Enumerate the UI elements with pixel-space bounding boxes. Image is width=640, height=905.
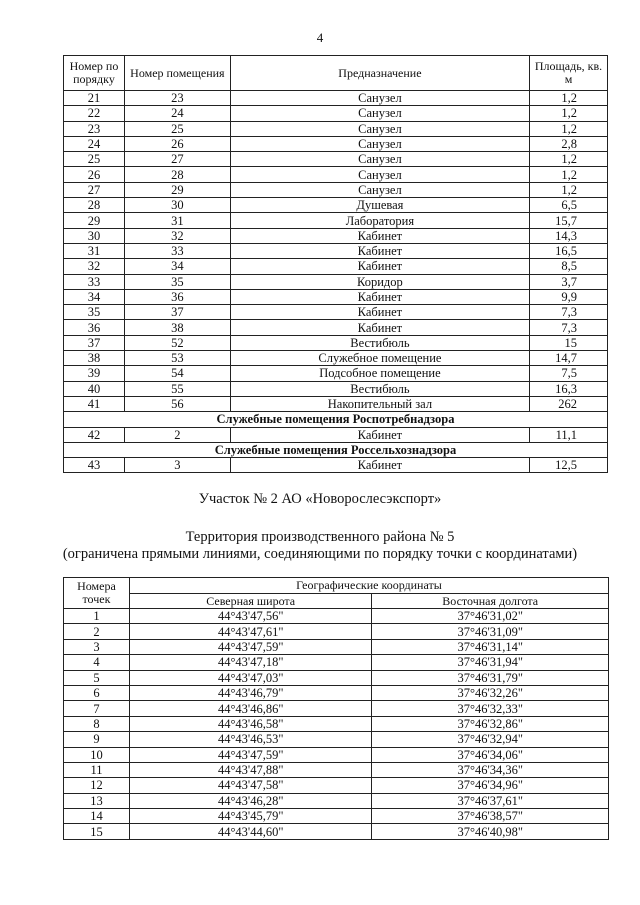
cell-purpose: Подсобное помещение — [230, 366, 529, 381]
table-row — [64, 747, 609, 762]
cell-area: 12,5 — [530, 458, 608, 473]
cell-longitude: 37°46'32,26" — [372, 685, 609, 700]
cell-longitude: 37°46'40,98" — [372, 824, 609, 839]
cell-order-number: 21 — [64, 91, 125, 106]
cell-room-number: 27 — [124, 152, 230, 167]
section-heading: Участок № 2 АО «Новорослесэкспорт» — [198, 491, 442, 507]
cell-longitude: 37°46'31,79" — [372, 670, 609, 685]
cell-purpose: Кабинет — [230, 320, 529, 335]
cell-room-number: 28 — [124, 167, 230, 182]
cell-room-number: 29 — [124, 182, 230, 197]
cell-point-number: 13 — [64, 793, 130, 808]
table-row — [64, 136, 608, 151]
cell-room-number: 30 — [124, 198, 230, 213]
cell-purpose: Санузел — [230, 121, 529, 136]
cell-latitude: 44°43'47,88" — [129, 762, 372, 777]
header-purpose: Предназначение — [230, 56, 529, 91]
cell-point-number: 11 — [64, 762, 130, 777]
table-row — [64, 121, 608, 136]
rooms-table-body-rosselkhoznadzor — [64, 458, 608, 473]
cell-purpose: Коридор — [230, 274, 529, 289]
cell-point-number: 3 — [64, 639, 130, 654]
cell-order-number: 38 — [64, 351, 125, 366]
coordinates-table — [63, 577, 609, 840]
table-row — [64, 778, 609, 793]
cell-point-number: 7 — [64, 701, 130, 716]
cell-area: 1,2 — [530, 91, 608, 106]
table-row — [64, 366, 608, 381]
cell-latitude: 44°43'47,61" — [129, 624, 372, 639]
cell-order-number: 31 — [64, 243, 125, 258]
cell-area: 1,2 — [530, 121, 608, 136]
rooms-table-header — [64, 56, 608, 91]
table-row — [64, 274, 608, 289]
cell-longitude: 37°46'38,57" — [372, 809, 609, 824]
table-row — [64, 213, 608, 228]
table-row — [64, 732, 609, 747]
table-row — [64, 427, 608, 442]
cell-area: 8,5 — [530, 259, 608, 274]
table-row — [64, 396, 608, 411]
cell-purpose: Кабинет — [230, 458, 529, 473]
cell-room-number: 24 — [124, 106, 230, 121]
cell-area: 7,3 — [530, 305, 608, 320]
coordinates-table-header — [64, 578, 609, 594]
header-point-numbers: Номера точек — [64, 578, 130, 609]
cell-latitude: 44°43'46,53" — [129, 732, 372, 747]
table-row — [64, 793, 609, 808]
cell-point-number: 15 — [64, 824, 130, 839]
table-row — [64, 809, 609, 824]
cell-latitude: 44°43'46,79" — [129, 685, 372, 700]
territory-heading — [0, 529, 640, 563]
cell-order-number: 42 — [64, 427, 125, 442]
section-title-rospotrebnadzor: Служебные помещения Роспотребнадзора — [64, 412, 608, 427]
cell-area: 2,8 — [530, 136, 608, 151]
table-row — [64, 701, 609, 716]
table-row — [64, 182, 608, 197]
cell-point-number: 4 — [64, 655, 130, 670]
cell-order-number: 28 — [64, 198, 125, 213]
table-row — [64, 106, 608, 121]
cell-area: 16,3 — [530, 381, 608, 396]
cell-purpose: Кабинет — [230, 228, 529, 243]
cell-order-number: 24 — [64, 136, 125, 151]
cell-point-number: 12 — [64, 778, 130, 793]
cell-area: 15 — [530, 335, 608, 350]
cell-area: 262 — [530, 396, 608, 411]
cell-room-number: 38 — [124, 320, 230, 335]
header-order-number: Номер по порядку — [64, 56, 125, 91]
section-row — [64, 442, 608, 457]
cell-order-number: 41 — [64, 396, 125, 411]
rooms-table-body-rospotrebnadzor — [64, 427, 608, 442]
cell-order-number: 23 — [64, 121, 125, 136]
cell-purpose: Санузел — [230, 106, 529, 121]
cell-order-number: 30 — [64, 228, 125, 243]
table-row — [64, 670, 609, 685]
table-row — [64, 167, 608, 182]
cell-room-number: 23 — [124, 91, 230, 106]
cell-order-number: 43 — [64, 458, 125, 473]
cell-room-number: 35 — [124, 274, 230, 289]
cell-latitude: 44°43'44,60" — [129, 824, 372, 839]
table-row — [64, 91, 608, 106]
cell-order-number: 22 — [64, 106, 125, 121]
coordinates-table-body — [64, 609, 609, 840]
cell-latitude: 44°43'45,79" — [129, 809, 372, 824]
table-row — [64, 639, 609, 654]
cell-purpose: Кабинет — [230, 289, 529, 304]
cell-room-number: 33 — [124, 243, 230, 258]
cell-purpose: Санузел — [230, 182, 529, 197]
table-row — [64, 289, 608, 304]
cell-latitude: 44°43'46,58" — [129, 716, 372, 731]
cell-area: 11,1 — [530, 427, 608, 442]
cell-room-number: 26 — [124, 136, 230, 151]
cell-order-number: 25 — [64, 152, 125, 167]
cell-room-number: 34 — [124, 259, 230, 274]
territory-subtitle: (ограничена прямыми линиями, соединяющими по порядку точки с координатами) — [62, 546, 578, 562]
table-row — [64, 624, 609, 639]
cell-latitude: 44°43'46,86" — [129, 701, 372, 716]
cell-order-number: 36 — [64, 320, 125, 335]
cell-order-number: 32 — [64, 259, 125, 274]
header-latitude: Северная широта — [129, 594, 372, 609]
cell-order-number: 33 — [64, 274, 125, 289]
table-row — [64, 351, 608, 366]
cell-area: 6,5 — [530, 198, 608, 213]
table-row — [64, 198, 608, 213]
cell-point-number: 8 — [64, 716, 130, 731]
cell-order-number: 39 — [64, 366, 125, 381]
cell-point-number: 2 — [64, 624, 130, 639]
cell-purpose: Вестибюль — [230, 335, 529, 350]
cell-longitude: 37°46'32,86" — [372, 716, 609, 731]
cell-latitude: 44°43'47,58" — [129, 778, 372, 793]
table-row — [64, 243, 608, 258]
cell-order-number: 29 — [64, 213, 125, 228]
cell-latitude: 44°43'47,59" — [129, 639, 372, 654]
cell-room-number: 52 — [124, 335, 230, 350]
cell-longitude: 37°46'31,09" — [372, 624, 609, 639]
header-longitude: Восточная долгота — [372, 594, 609, 609]
table-row — [64, 716, 609, 731]
table-row — [64, 152, 608, 167]
table-row — [64, 458, 608, 473]
cell-room-number: 36 — [124, 289, 230, 304]
cell-room-number: 25 — [124, 121, 230, 136]
cell-purpose: Лаборатория — [230, 213, 529, 228]
cell-longitude: 37°46'34,36" — [372, 762, 609, 777]
cell-area: 14,3 — [530, 228, 608, 243]
cell-point-number: 1 — [64, 609, 130, 624]
cell-area: 1,2 — [530, 152, 608, 167]
cell-area: 16,5 — [530, 243, 608, 258]
cell-purpose: Накопительный зал — [230, 396, 529, 411]
table-row — [64, 824, 609, 839]
cell-room-number: 55 — [124, 381, 230, 396]
territory-title: Территория производственного района № 5 — [185, 529, 455, 545]
cell-purpose: Кабинет — [230, 243, 529, 258]
cell-point-number: 6 — [64, 685, 130, 700]
cell-area: 15,7 — [530, 213, 608, 228]
cell-room-number: 54 — [124, 366, 230, 381]
cell-longitude: 37°46'31,02" — [372, 609, 609, 624]
table-row — [64, 259, 608, 274]
cell-latitude: 44°43'47,56" — [129, 609, 372, 624]
cell-point-number: 14 — [64, 809, 130, 824]
table-row — [64, 762, 609, 777]
cell-purpose: Санузел — [230, 167, 529, 182]
cell-room-number: 32 — [124, 228, 230, 243]
cell-room-number: 56 — [124, 396, 230, 411]
cell-longitude: 37°46'34,06" — [372, 747, 609, 762]
header-geo-coordinates: Географические координаты — [129, 578, 608, 594]
cell-purpose: Санузел — [230, 91, 529, 106]
cell-room-number: 2 — [124, 427, 230, 442]
cell-area: 1,2 — [530, 167, 608, 182]
cell-point-number: 5 — [64, 670, 130, 685]
cell-order-number: 27 — [64, 182, 125, 197]
cell-order-number: 35 — [64, 305, 125, 320]
page-number: 4 — [316, 30, 324, 45]
table-row — [64, 320, 608, 335]
cell-latitude: 44°43'47,59" — [129, 747, 372, 762]
cell-longitude: 37°46'32,94" — [372, 732, 609, 747]
header-area: Площадь, кв. м — [530, 56, 608, 91]
cell-area: 7,3 — [530, 320, 608, 335]
cell-purpose: Санузел — [230, 152, 529, 167]
table-row — [64, 228, 608, 243]
rooms-table — [63, 55, 608, 473]
header-room-number: Номер помещения — [124, 56, 230, 91]
cell-purpose: Кабинет — [230, 427, 529, 442]
table-row — [64, 655, 609, 670]
cell-longitude: 37°46'37,61" — [372, 793, 609, 808]
cell-order-number: 34 — [64, 289, 125, 304]
cell-room-number: 31 — [124, 213, 230, 228]
cell-longitude: 37°46'34,96" — [372, 778, 609, 793]
cell-area: 3,7 — [530, 274, 608, 289]
cell-longitude: 37°46'32,33" — [372, 701, 609, 716]
cell-order-number: 40 — [64, 381, 125, 396]
cell-purpose: Служебное помещение — [230, 351, 529, 366]
cell-purpose: Душевая — [230, 198, 529, 213]
cell-area: 14,7 — [530, 351, 608, 366]
table-row — [64, 305, 608, 320]
cell-latitude: 44°43'47,18" — [129, 655, 372, 670]
cell-point-number: 9 — [64, 732, 130, 747]
rooms-table-body — [64, 91, 608, 412]
cell-purpose: Вестибюль — [230, 381, 529, 396]
cell-purpose: Санузел — [230, 136, 529, 151]
cell-room-number: 37 — [124, 305, 230, 320]
cell-longitude: 37°46'31,14" — [372, 639, 609, 654]
cell-area: 1,2 — [530, 106, 608, 121]
cell-area: 7,5 — [530, 366, 608, 381]
cell-purpose: Кабинет — [230, 305, 529, 320]
section-row — [64, 412, 608, 427]
coordinates-table-subheader — [64, 594, 609, 609]
cell-room-number: 53 — [124, 351, 230, 366]
cell-latitude: 44°43'47,03" — [129, 670, 372, 685]
cell-longitude: 37°46'31,94" — [372, 655, 609, 670]
table-row — [64, 609, 609, 624]
cell-order-number: 26 — [64, 167, 125, 182]
cell-point-number: 10 — [64, 747, 130, 762]
cell-latitude: 44°43'46,28" — [129, 793, 372, 808]
cell-room-number: 3 — [124, 458, 230, 473]
table-row — [64, 381, 608, 396]
table-row — [64, 335, 608, 350]
cell-area: 1,2 — [530, 182, 608, 197]
section-title-rosselkhoznadzor: Служебные помещения Россельхознадзора — [64, 442, 608, 457]
cell-area: 9,9 — [530, 289, 608, 304]
cell-order-number: 37 — [64, 335, 125, 350]
cell-purpose: Кабинет — [230, 259, 529, 274]
table-row — [64, 685, 609, 700]
